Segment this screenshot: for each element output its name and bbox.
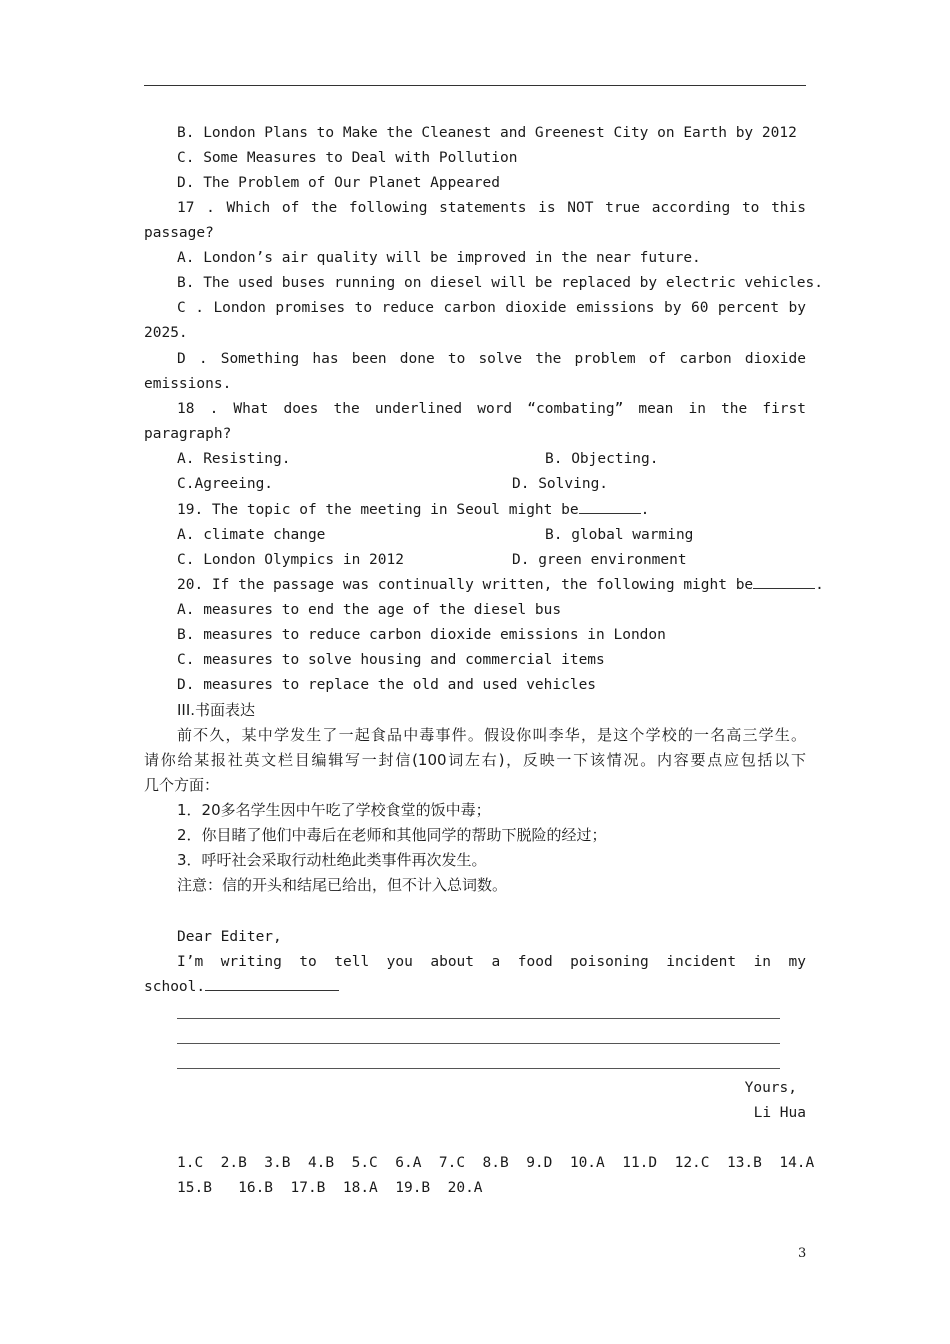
q19-stem-text: 19. The topic of the meeting in Seoul might be (177, 502, 579, 518)
writing-section-title: III.书面表达 (177, 701, 256, 719)
q18-stem: 18 . What does the underlined word “combating” mean in the first (177, 401, 806, 417)
q17-option-c: C . London promises to reduce carbon dioxide emissions by 60 percent by (177, 300, 806, 316)
letter-opening: I’m writing to tell you about a food poisoning incident in my (177, 954, 806, 970)
q19-option-d: D. green environment (512, 552, 687, 568)
writing-prompt-line1: 前不久，某中学发生了一起食品中毒事件。假设你叫李华，是这个学校的一名高三学生。 (177, 726, 806, 744)
q17-option-d-cont: emissions. (144, 376, 232, 392)
header-rule (144, 85, 806, 86)
answer-key-line1: 1.C 2.B 3.B 4.B 5.C 6.A 7.C 8.B 9.D 10.A 11.D 12.C 13.B 14.A (177, 1155, 815, 1171)
writing-line-3 (177, 1068, 780, 1069)
writing-note: 注意：信的开头和结尾已给出，但不计入总词数。 (177, 876, 508, 894)
q20-answer-blank (753, 574, 815, 589)
q16-option-d: D. The Problem of Our Planet Appeared (177, 175, 501, 191)
writing-point-3: 3．呼吁社会采取行动杜绝此类事件再次发生。 (177, 851, 487, 869)
q18-option-d: D. Solving. (512, 476, 609, 492)
writing-line-1 (177, 1018, 780, 1019)
writing-line-2 (177, 1043, 780, 1044)
q19-option-a: A. climate change (177, 527, 326, 543)
q19-stem (177, 498, 649, 523)
q18-option-b: B. Objecting. (545, 451, 659, 467)
q18-stem-cont: paragraph? (144, 426, 232, 442)
answer-key-line2: 15.B 16.B 17.B 18.A 19.B 20.A (177, 1180, 483, 1196)
q18-option-c: C.Agreeing. (177, 476, 274, 492)
writing-prompt-line3: 几个方面： (144, 776, 220, 794)
letter-first-blank (205, 976, 339, 991)
q16-option-c: C. Some Measures to Deal with Pollution (177, 150, 518, 166)
q20-option-b: B. measures to reduce carbon dioxide emissions in London (177, 627, 666, 643)
q19-stem-end: . (640, 502, 650, 518)
q17-stem: 17 . Which of the following statements is NOT true according to this (177, 200, 806, 216)
writing-point-1: 1．20多名学生因中午吃了学校食堂的饭中毒； (177, 801, 491, 819)
page-number: 3 (798, 1246, 807, 1261)
q17-option-a: A. London’s air quality will be improved in the near future. (177, 250, 701, 266)
q19-answer-blank (579, 499, 641, 514)
q20-option-c: C. measures to solve housing and commercial items (177, 652, 605, 668)
q20-stem (177, 573, 824, 598)
letter-closing: Yours, (744, 1080, 797, 1096)
letter-signature: Li Hua (753, 1105, 806, 1121)
letter-salutation: Dear Editer, (177, 929, 282, 945)
q17-option-d: D . Something has been done to solve the problem of carbon dioxide (177, 351, 806, 367)
q17-stem-cont: passage? (144, 225, 214, 241)
q19-option-b: B. global warming (545, 527, 694, 543)
letter-opening-cont-text: school. (144, 979, 206, 995)
q20-option-d: D. measures to replace the old and used vehicles (177, 677, 597, 693)
q18-option-a: A. Resisting. (177, 451, 291, 467)
q19-option-c: C. London Olympics in 2012 (177, 552, 404, 568)
letter-opening-cont (144, 975, 339, 1000)
q17-option-b: B. The used buses running on diesel will be replaced by electric vehicles. (177, 275, 824, 291)
q17-option-c-cont: 2025. (144, 325, 188, 341)
writing-prompt-line2: 请你给某报社英文栏目编辑写一封信(100词左右)，反映一下该情况。内容要点应包括以下 (144, 751, 806, 769)
q20-stem-text: 20. If the passage was continually written, the following might be (177, 577, 754, 593)
q20-stem-end: . (815, 577, 824, 593)
q20-option-a: A. measures to end the age of the diesel bus (177, 602, 562, 618)
writing-point-2: 2．你目睹了他们中毒后在老师和其他同学的帮助下脱险的经过； (177, 826, 607, 844)
q16-option-b: B. London Plans to Make the Cleanest and Greenest City on Earth by 2012 (177, 125, 797, 141)
